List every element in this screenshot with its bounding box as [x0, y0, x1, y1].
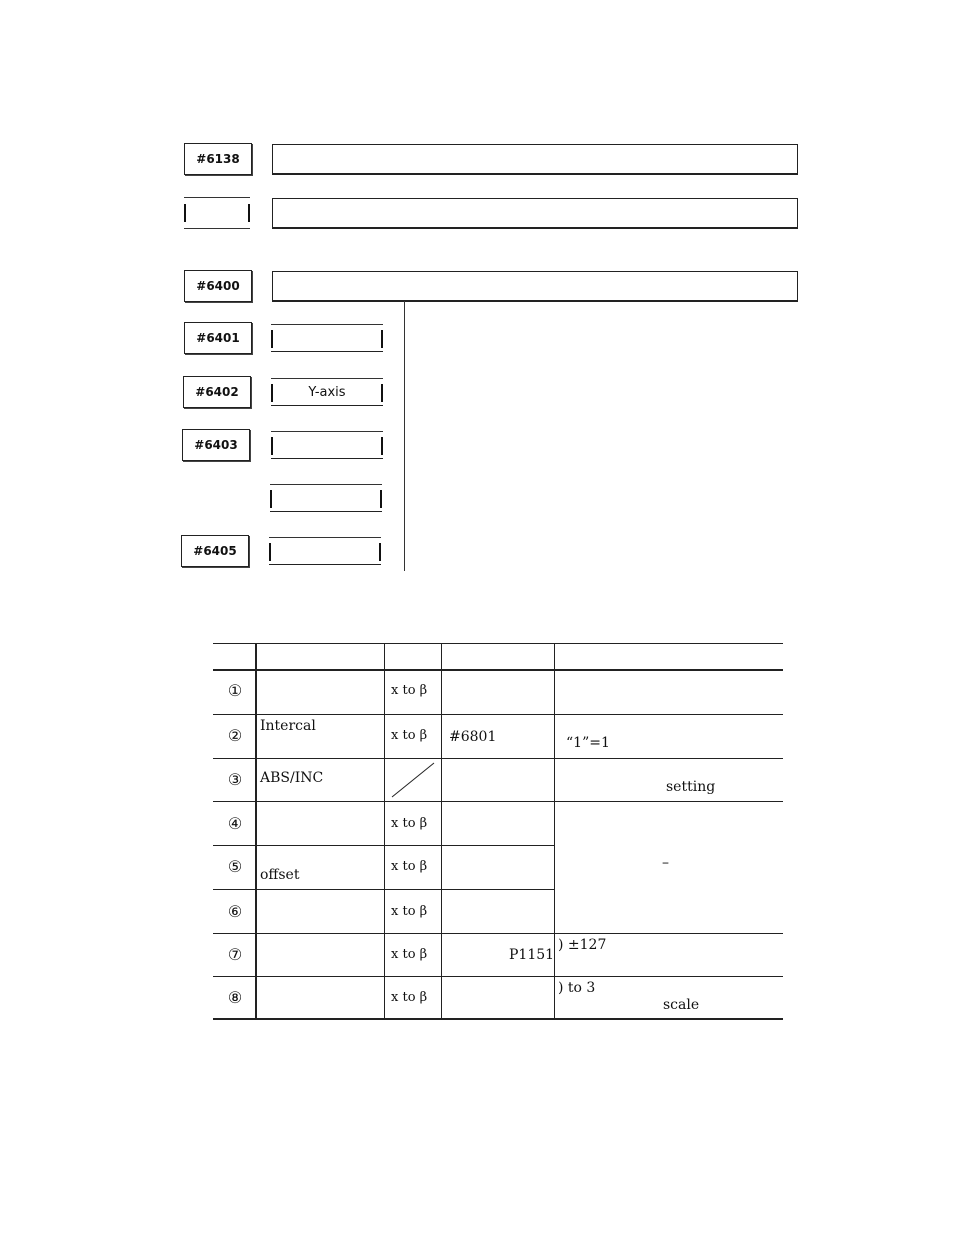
col-rule: [255, 643, 257, 1019]
desc-cell: –: [662, 855, 669, 871]
row-number: ⑦: [227, 945, 243, 964]
row-number: ⑤: [227, 857, 243, 876]
name-cell: offset: [260, 867, 300, 883]
axis-cell: x to β: [391, 816, 428, 831]
desc-cell: setting: [666, 779, 716, 795]
row-rule: [213, 976, 783, 977]
row-number: ③: [227, 770, 243, 789]
param-6403-box: #6403: [182, 429, 250, 461]
setting-box-6401: [271, 324, 383, 352]
row-rule: [213, 801, 783, 802]
desc-cell-second-line: scale: [663, 997, 700, 1013]
col-rule: [384, 643, 385, 1019]
name-cell: ABS/INC: [260, 770, 324, 786]
setting-bar-6138: [272, 144, 798, 175]
desc-cell: “1”=1: [566, 735, 610, 751]
name-cell: Intercal: [260, 718, 316, 734]
param-6138-box: #6138: [184, 143, 252, 175]
param-6401-box: #6401: [184, 322, 252, 354]
parameter-table: [213, 643, 783, 1019]
axis-cell: x to β: [391, 947, 428, 962]
setting-box-6404: [270, 484, 382, 512]
table-header-rule: [213, 669, 783, 671]
desc-cell: ) ±127: [558, 937, 607, 953]
setting-box-6402: Y-axis: [271, 378, 383, 406]
setting-bar-blank: [272, 198, 798, 229]
setting-box-6403: [271, 431, 383, 459]
param-6402-box: #6402: [183, 376, 251, 408]
col-rule: [554, 643, 555, 1019]
axis-cell: x to β: [391, 728, 428, 743]
param-blank-box: [184, 197, 250, 229]
row-rule: [213, 758, 783, 759]
row-rule: [213, 714, 783, 715]
axis-cell: x to β: [391, 859, 428, 874]
table-top-rule: [213, 643, 783, 644]
setting-bar-6400: [272, 271, 798, 302]
row-number: ⑥: [227, 902, 243, 921]
param-cell: #6801: [449, 729, 497, 745]
axis-cell: x to β: [391, 904, 428, 919]
param-6400-box: #6400: [184, 270, 252, 302]
param-cell: P1151: [509, 947, 555, 963]
row-number: ②: [227, 726, 243, 745]
table-bottom-rule: [213, 1018, 783, 1020]
row-rule: [213, 933, 783, 934]
row-number: ⑧: [227, 988, 243, 1007]
not-applicable-slash: [385, 759, 441, 801]
row-number: ④: [227, 814, 243, 833]
param-6405-box: #6405: [181, 535, 249, 567]
col-rule: [441, 643, 442, 1019]
setting-box-6405: [269, 537, 381, 565]
bracket-line: [404, 301, 405, 571]
axis-cell: x to β: [391, 990, 428, 1005]
row-number: ①: [227, 681, 243, 700]
axis-cell: x to β: [391, 683, 428, 698]
desc-cell: ) to 3: [558, 980, 596, 996]
